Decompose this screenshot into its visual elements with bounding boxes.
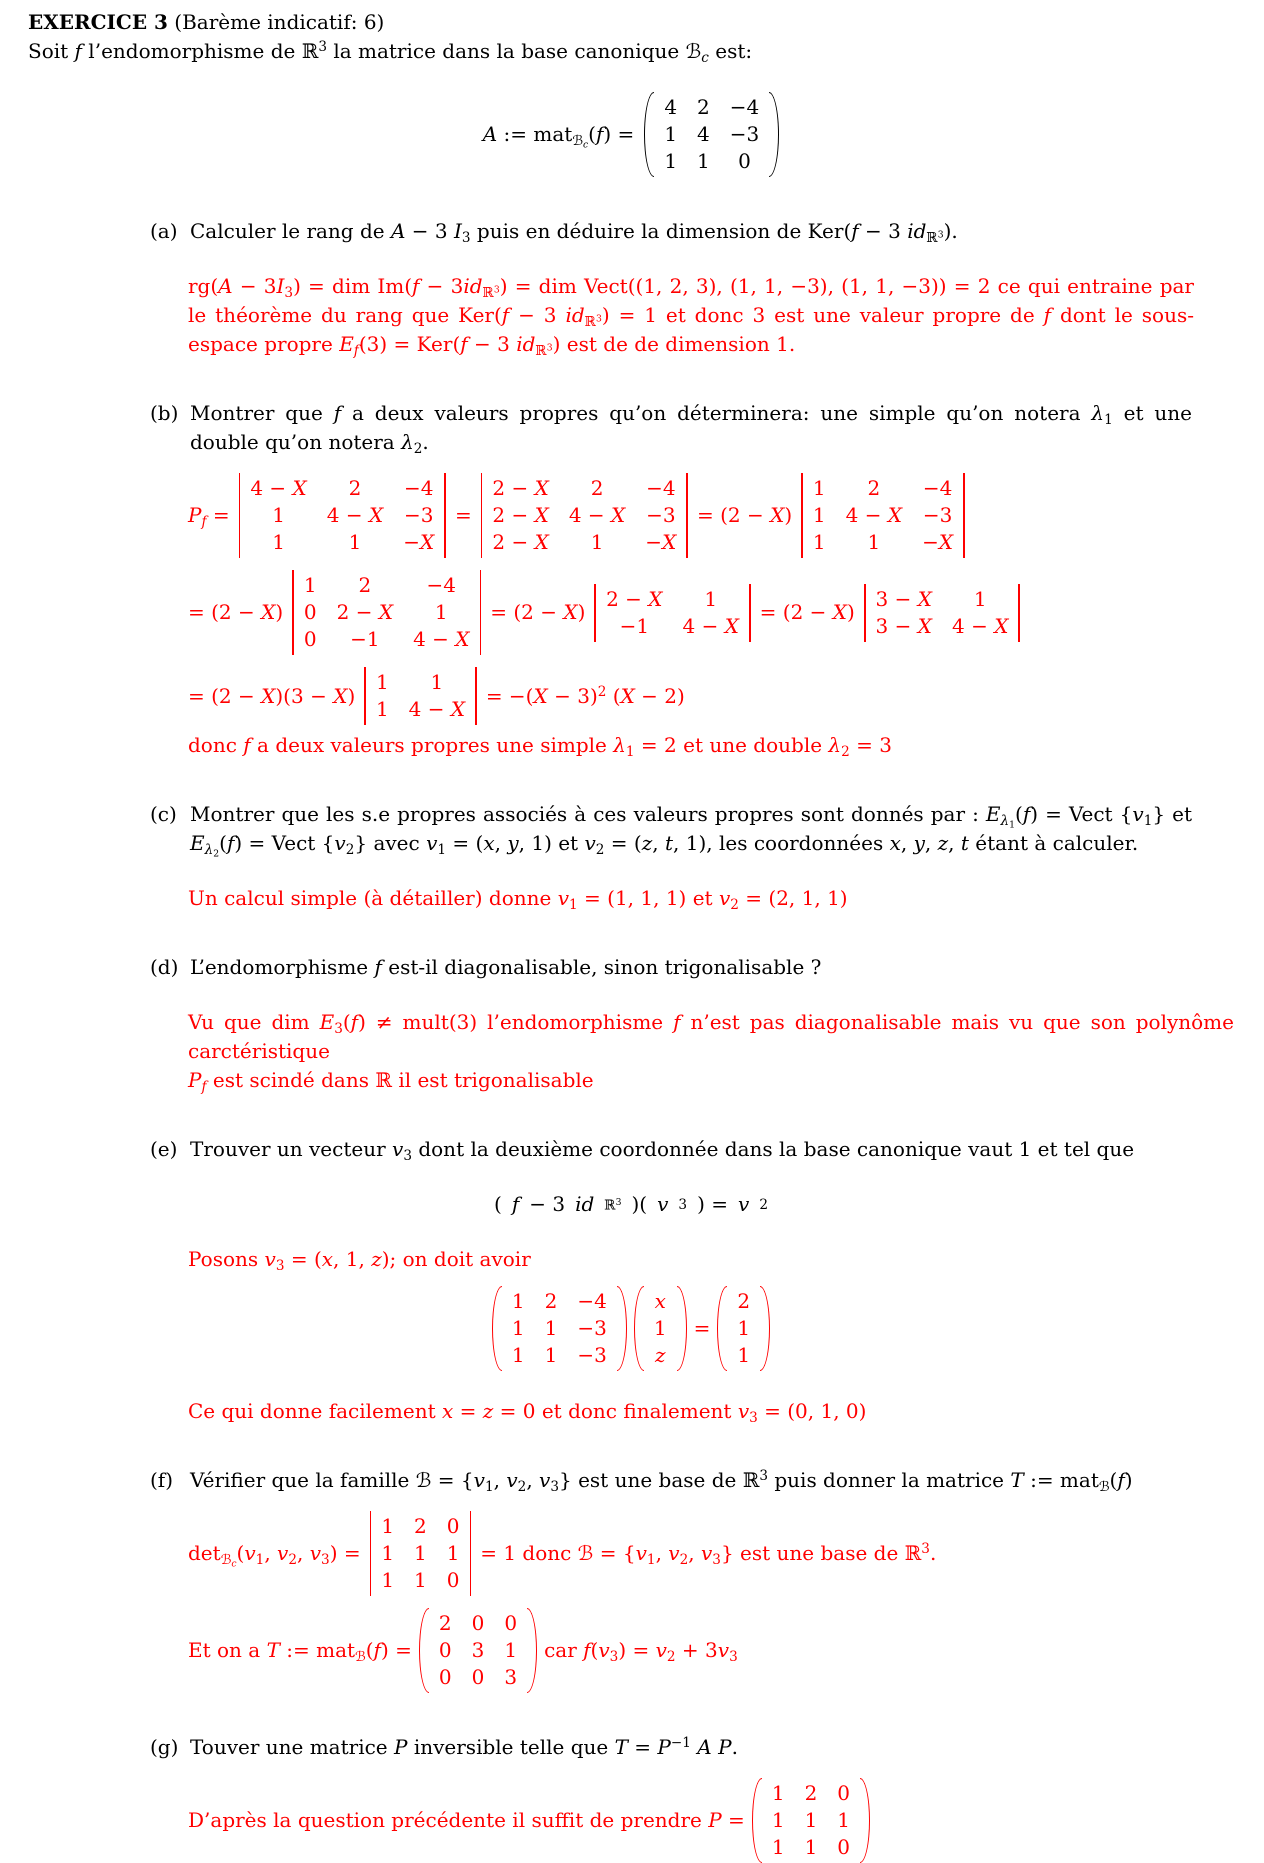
question-g-text: Touver une matrice P inversible telle que $T = P^{-1}$ A P. [190, 1735, 738, 1759]
matrix-cell: 1 [544, 1343, 558, 1367]
matrix-cell: 1 [812, 530, 826, 554]
question-a [150, 217, 1192, 246]
answer-b-math [28, 473, 1234, 760]
matrix-cell: 1 [511, 1316, 525, 1340]
factor: = (2 − X) [490, 600, 586, 624]
left-paren [752, 1778, 762, 1863]
matrix-cell: 0 [446, 1568, 460, 1592]
factor: = (2 − X) [188, 600, 284, 624]
question-d-label: (d) [150, 955, 179, 979]
question-a-label: (a) [150, 219, 178, 243]
right-paren [527, 1608, 537, 1693]
left-paren [419, 1608, 429, 1693]
det-grid [598, 584, 747, 642]
det-bar [480, 570, 482, 655]
factor: = (2 − X) [759, 600, 855, 624]
exercise-title-rest: (Barème indicatif: 6) [167, 10, 385, 34]
matrix-cell: 0 [303, 600, 317, 624]
determinant [362, 667, 479, 725]
matrix-cell: −4 [426, 573, 457, 597]
matrix-cell: 2 − X [492, 503, 549, 527]
question-f-text: Vérifier que la famille ℬ = {$v_1$, $v_2$, $v_3$} est une base de ℝ$^3$ puis donner la matrice T := mat$_ℬ$(f) [190, 1468, 1133, 1495]
exercise-title-bold: EXERCICE 3 [28, 10, 168, 34]
matrix-cell: 1 [414, 1568, 427, 1592]
matrix-cell: 4 − X [326, 503, 384, 527]
matrix-cell: z [654, 1343, 666, 1367]
det-bar [292, 570, 294, 655]
determinant [368, 1511, 474, 1596]
matrix-T [419, 1608, 537, 1693]
matrix-cell: 1 [272, 503, 285, 527]
matrix-P [752, 1778, 870, 1863]
matrix-cell: 4 [697, 122, 710, 146]
matrix-cell: 1 [653, 1316, 667, 1340]
matrix-cell: 2 [697, 95, 710, 119]
matrix-cell: 1 [771, 1781, 785, 1805]
matrix-cell: 1 [697, 149, 710, 173]
matrix-cell: 1 [544, 1316, 558, 1340]
det-bar [370, 1511, 372, 1596]
question-c-text: Montrer que les s.e propres associés à ces valeurs propres sont donnés par : $E_{\lambda_1}(f)$ = Vect $\{v_1\}$ et $E_{\lambda_2}(f)$ = Vect $\{v_2\}$ avec $v_1 = (x$, y, 1) et $v_2 = (z$, t, 1), les coordonnées x, y, z, t étant à calculer. [190, 802, 1192, 860]
matrix-cell: −X [645, 530, 677, 554]
answer-b-conclusion: donc f a deux valeurs propres une simple $\lambda_1 = 2$ et une double $\lambda_2 = 3$ [188, 733, 892, 760]
matrix-cell: 2 [438, 1611, 452, 1635]
matrix-cell: 1 [511, 1343, 525, 1367]
matrix-grid [646, 1286, 675, 1371]
matrix-cell: 1 [381, 1514, 395, 1538]
matrix-A-grid [656, 92, 767, 177]
unknown-vector [634, 1286, 687, 1371]
matrix-cell: 1 [664, 149, 678, 173]
question-c [150, 800, 1192, 858]
P-lead: D’après la question précédente il suffit de prendre P = [188, 1808, 745, 1832]
char-poly-line-3 [188, 667, 1234, 725]
matrix-cell: 0 [738, 149, 751, 173]
right-paren [677, 1286, 687, 1371]
det-bar [864, 584, 866, 642]
matrix-cell: 2 [737, 1289, 751, 1313]
determinant [479, 473, 690, 558]
result-vector [717, 1286, 770, 1371]
question-d-text: L’endomorphisme f est-il diagonalisable, sinon trigonalisable ? [190, 955, 822, 979]
matrix-cell: 2 − X [492, 476, 549, 500]
matrix-cell: 2 [414, 1514, 427, 1538]
matrix-cell: −4 [922, 476, 953, 500]
question-b-label: (b) [150, 401, 179, 425]
result: = $-(X - 3)^2$ (X − 2) [485, 683, 685, 708]
factor: = (2 − X)(3 − X) [188, 683, 356, 708]
matrix-cell: 1 [504, 1638, 518, 1662]
answer-g-line [188, 1778, 1234, 1863]
right-paren [769, 92, 779, 177]
matrix-cell: 0 [837, 1781, 851, 1805]
answer-d: Vu que dim $E_3(f)$ ≠ mult(3) l’endomorphisme f n’est pas diagonalisable mais vu que son polynôme carctéristique $P_f$ est scindé dans ℝ il est trigonalisable [188, 1010, 1234, 1095]
det-grid [368, 667, 473, 725]
det-grid [805, 473, 961, 558]
det-bar [475, 667, 477, 725]
equals: = [693, 1316, 711, 1340]
matrix-cell: 3 − X [875, 613, 932, 638]
char-poly-line-2 [188, 570, 1234, 655]
matrix-cell: 1 [867, 530, 881, 554]
answer-e-end: Ce qui donne facilement x = z = 0 et donc finalement $v_3 = (0$, 1, 0) [188, 1399, 867, 1426]
matrix-cell: 2 [544, 1289, 558, 1313]
equals: = [454, 503, 472, 527]
matrix-cell: 1 [804, 1808, 818, 1832]
question-e-label: (e) [150, 1137, 178, 1161]
matrix-cell: −1 [619, 613, 650, 638]
det-bar [686, 473, 688, 558]
question-f [150, 1466, 1192, 1495]
det-bar [481, 473, 483, 558]
answer-e-intro: Posons $v_3 = (x$, 1, z); on doit avoir [188, 1247, 531, 1274]
det-bar [963, 473, 965, 558]
determinant [799, 473, 967, 558]
det-bar [594, 584, 596, 642]
matrix-cell: 0 [446, 1514, 460, 1538]
matrix-cell: 1 [837, 1808, 851, 1832]
matrix-cell: 3 [471, 1638, 485, 1662]
matrix-cell: 1 [375, 697, 389, 721]
matrix-cell: 1 [303, 573, 317, 597]
det-grid [373, 1511, 467, 1596]
determinant [237, 473, 448, 558]
question-a-text: Calculer le rang de A − 3 $I_3$ puis en déduire la dimension de Ker(f − 3 $id_{ℝ^3}$). [190, 219, 958, 246]
answer-e-matrix-equation [28, 1286, 1234, 1371]
matrix-cell: 2 [348, 476, 362, 500]
question-f-label: (f) [150, 1468, 174, 1492]
matrix-cell: 4 − X [250, 476, 307, 500]
pf-lhs: $P_f$ = [188, 503, 230, 530]
left-paren [644, 92, 654, 177]
matrix-cell: 4 − X [568, 503, 626, 527]
question-e-equation: ( f − 3 id ℝ$^3$ )( v 3 ) = v 2 [494, 1192, 768, 1216]
question-c-label: (c) [150, 802, 177, 826]
answer-a: $rg(A - 3I_3)$ = dim $Im(f - 3id_{ℝ^3})$ = dim Vect((1, 2, 3), (1, 1, −3), (1, 1, −3)) = 2 ce qui entraine par le théorème du rang que Ker(f − 3 $id_{ℝ^3}) = 1$ et donc 3 est une valeur propre de f dont le sous-espace propre $E_f(3) = Ker(f - 3$ $id_{ℝ^3}$) est de de dimension 1. [188, 274, 1194, 359]
matrix-cell: 0 [471, 1665, 485, 1689]
matrix-cell: −4 [404, 476, 434, 500]
matrix-cell: −3 [922, 503, 953, 527]
matrix-cell: 1 [381, 1541, 395, 1565]
exercise-title [28, 8, 1234, 37]
matrix-grid [764, 1778, 858, 1863]
matrix-cell: 1 [737, 1316, 751, 1340]
T-tail: car $f(v_3) = v_2 + 3v_3$ [544, 1638, 738, 1665]
matrix-cell: 1 [771, 1808, 785, 1832]
matrix-cell: 0 [438, 1638, 452, 1662]
det-tail: = 1 donc ℬ = {$v_1$, $v_2$, $v_3$} est une base de ℝ$^3$. [480, 1541, 937, 1568]
determinant [862, 584, 1022, 642]
matrix-A-lhs: A := mat$_{ℬ_c}$(f) = [482, 122, 635, 151]
right-paren [617, 1286, 627, 1371]
matrix-grid [431, 1608, 525, 1693]
question-e-text: Trouver un vecteur $v_3$ dont la deuxième coordonnée dans la base canonique vaut 1 et tel que [190, 1137, 1135, 1164]
matrix-A [644, 92, 779, 177]
question-b-text: Montrer que f a deux valeurs propres qu’on déterminera: une simple qu’on notera $\lambda_1$ et une double qu’on notera $\lambda_2$. [190, 401, 1192, 457]
det-bar [239, 473, 241, 558]
matrix-cell: 0 [837, 1835, 851, 1859]
question-d [150, 953, 1192, 982]
matrix-cell: 0 [504, 1611, 518, 1635]
left-paren [634, 1286, 644, 1371]
left-paren [492, 1286, 502, 1371]
intro-line: Soit f l’endomorphisme de ℝ$^3$ la matrice dans la base canonique ℬ$_c$ est: [28, 39, 753, 66]
det-bar [470, 1511, 472, 1596]
matrix-cell: 1 [414, 1541, 427, 1565]
matrix-cell: 4 [664, 95, 678, 119]
matrix-cell: −3 [577, 1343, 607, 1367]
matrix-cell: −3 [404, 503, 434, 527]
matrix-cell: 1 [804, 1835, 818, 1859]
matrix-cell: 3 [504, 1665, 518, 1689]
matrix-cell: 2 − X [336, 600, 394, 624]
matrix-cell: 1 [973, 586, 987, 611]
matrix-cell: −X [922, 530, 954, 554]
left-paren [717, 1286, 727, 1371]
matrix-cell: 1 [737, 1343, 751, 1367]
answer-c: Un calcul simple (à détailler) donne $v_1 = (1$, 1, 1) et $v_2 = (2$, 1, 1) [188, 886, 848, 913]
matrix-cell: −3 [577, 1316, 607, 1340]
det-bar [364, 667, 366, 725]
matrix-cell: 0 [471, 1611, 485, 1635]
matrix-cell: 2 − X [492, 530, 549, 554]
matrix-cell: −4 [577, 1289, 607, 1313]
matrix-cell: 4 − X [408, 697, 466, 721]
matrix-cell: 1 [511, 1289, 525, 1313]
coefficient-matrix [492, 1286, 627, 1371]
matrix-cell: 1 [375, 670, 389, 694]
matrix-cell: 1 [381, 1568, 395, 1592]
matrix-cell: −X [403, 530, 435, 554]
det-bar [749, 584, 751, 642]
char-poly-line-1 [188, 473, 1234, 558]
matrix-cell: 2 [590, 476, 604, 500]
matrix-cell: 4 − X [952, 613, 1009, 638]
matrix-cell: 1 [664, 122, 678, 146]
matrix-cell: 1 [430, 670, 444, 694]
matrix-cell: −3 [729, 122, 760, 146]
matrix-cell: 2 [358, 573, 372, 597]
right-paren [760, 1286, 770, 1371]
matrix-cell: 2 [867, 476, 881, 500]
det-grid [242, 473, 442, 558]
matrix-cell: 2 [804, 1781, 818, 1805]
right-paren [860, 1778, 870, 1863]
question-e [150, 1135, 1192, 1164]
determinant [290, 570, 483, 655]
factor: = (2 − X) [697, 503, 793, 527]
question-g-label: (g) [150, 1735, 179, 1759]
matrix-cell: 4 − X [682, 613, 739, 638]
det-grid [868, 584, 1017, 642]
matrix-cell: 1 [590, 530, 604, 554]
matrix-cell: 4 − X [845, 503, 903, 527]
matrix-grid [504, 1286, 615, 1371]
matrix-cell: 0 [303, 627, 317, 651]
determinant [592, 584, 752, 642]
matrix-cell: 1 [434, 600, 448, 624]
matrix-A-display [28, 92, 1234, 177]
det-bar [444, 473, 446, 558]
matrix-cell: x [654, 1289, 666, 1313]
det-bar [1018, 584, 1020, 642]
det-grid [484, 473, 684, 558]
T-lead: Et on a T := mat$_ℬ$(f) = [188, 1638, 412, 1665]
matrix-cell: 1 [704, 586, 718, 611]
det-grid [296, 570, 478, 655]
matrix-cell: 0 [438, 1665, 452, 1689]
matrix-cell: −4 [729, 95, 760, 119]
matrix-cell: 1 [446, 1541, 460, 1565]
matrix-cell: 1 [348, 530, 362, 554]
matrix-cell: −3 [646, 503, 676, 527]
matrix-cell: 4 − X [413, 627, 470, 651]
matrix-cell: 1 [812, 503, 826, 527]
det-lead: $\det_{ℬ_c}(v_1$, $v_2$, $v_3$) = [188, 1541, 361, 1570]
matrix-cell: −4 [646, 476, 676, 500]
matrix-cell: 2 − X [606, 586, 663, 611]
question-b [150, 399, 1192, 457]
matrix-cell: 1 [771, 1835, 785, 1859]
question-g [150, 1733, 1192, 1762]
answer-f-T-line [188, 1608, 1234, 1693]
matrix-grid [729, 1286, 758, 1371]
matrix-cell: 3 − X [875, 586, 932, 611]
det-bar [801, 473, 803, 558]
matrix-cell: 1 [812, 476, 826, 500]
matrix-cell: 1 [272, 530, 285, 554]
answer-f-det-line [188, 1511, 1234, 1596]
matrix-cell: −1 [350, 627, 380, 651]
